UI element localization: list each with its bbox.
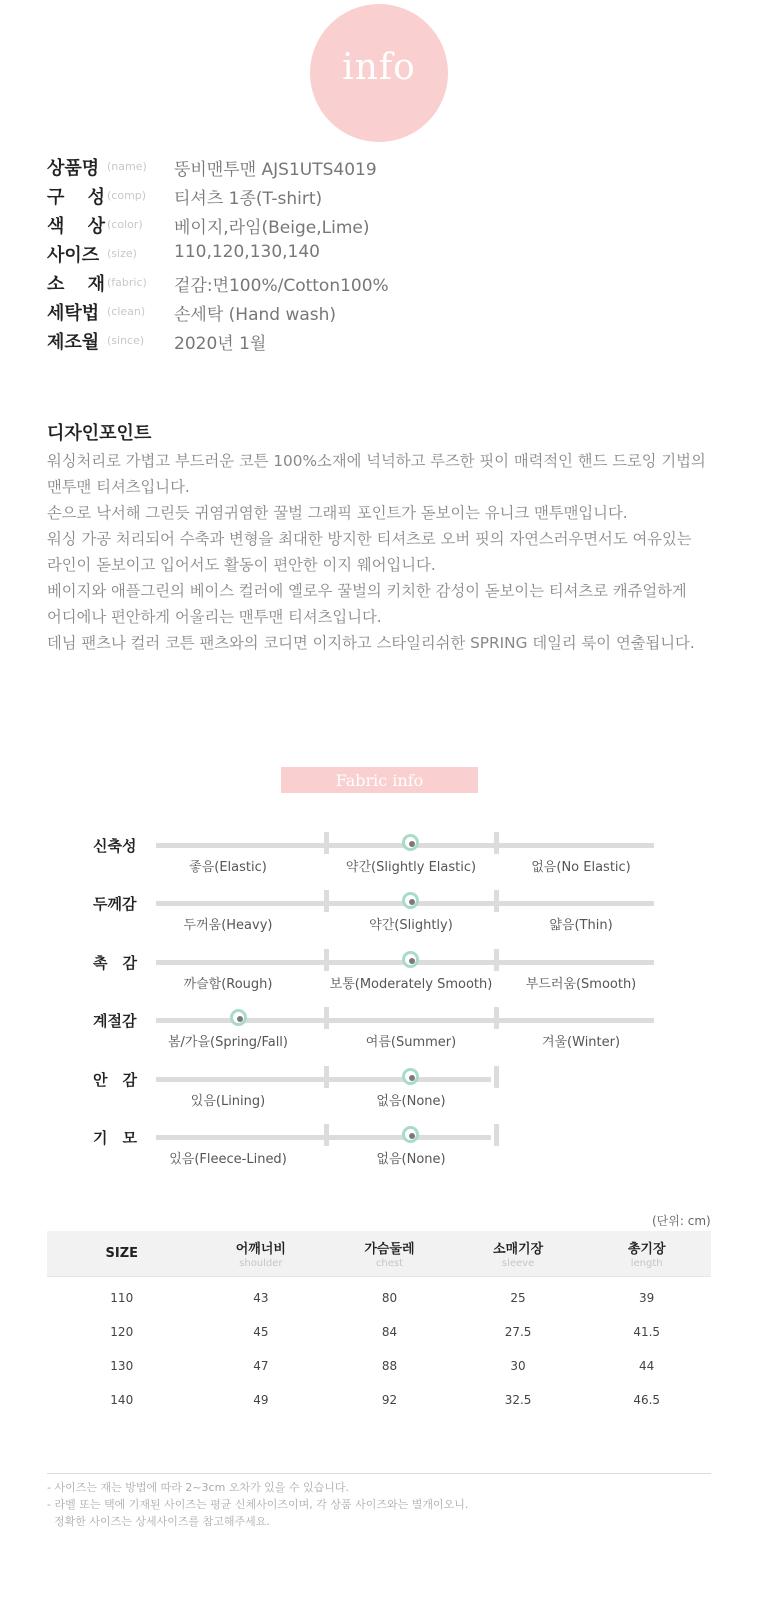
column-header-label: 소매기장 [492,1242,544,1257]
size-table-cell: 140 [110,1393,134,1407]
fabric-option-label: 겨울(Winter) [541,1035,621,1051]
info-label: 세탁법 [47,303,100,324]
column-header-sublabel: sleeve [501,1258,535,1269]
size-table-cell: 88 [381,1359,398,1373]
design-point-body [47,448,737,656]
fabric-option-label: 여름(Summer) [365,1035,457,1051]
design-point-line: 데님 팬츠나 컬러 코튼 팬츠와의 코디면 이지하고 스타일리쉬한 SPRING 데일리 룩이 연출됩니다. [47,634,695,652]
fabric-option-label: 좋음(Elastic) [189,860,267,875]
fabric-option-label: 약간(Slightly) [369,918,453,934]
fabric-track-divider [324,1066,329,1088]
fabric-track-divider [494,949,499,971]
size-table-cell: 25 [510,1291,526,1305]
fabric-row [0,896,780,954]
fabric-row-label: 촉 감 [93,953,137,972]
size-unit-label: (단위: cm) [652,1214,711,1228]
fabric-row [0,1072,780,1130]
size-table-cell: 43 [253,1291,269,1305]
column-header-label: SIZE [105,1246,139,1261]
fabric-row-label: 계절감 [93,1012,137,1031]
info-label: 상품명 [47,158,100,179]
design-point-line: 워싱 가공 처리되어 수축과 변형을 최대한 방지한 티셔츠로 오버 핏의 자연스러우면서도 여유있는 [47,530,692,548]
size-table-cell: 130 [110,1359,134,1373]
note-line: 정확한 사이즈는 상세사이즈를 참고해주세요. [47,1515,270,1528]
size-table [47,1231,711,1417]
fabric-row-label: 신축성 [93,837,137,855]
size-table-cell: 47 [253,1359,269,1373]
info-value: 110,120,130,140 [174,242,321,262]
size-table-cell: 49 [253,1393,269,1407]
size-table-row [47,1315,711,1349]
size-table-row [47,1383,711,1417]
fabric-track-divider [324,832,329,854]
size-table-cell: 120 [110,1325,134,1339]
note-line: - 사이즈는 재는 방법에 따라 2~3cm 오차가 있을 수 있습니다. [47,1481,350,1494]
design-point-line: 라인이 돋보이고 입어서도 활동이 편안한 이지 웨어입니다. [47,556,436,574]
design-point-line: 맨투맨 티셔츠입니다. [47,478,190,496]
fabric-info-title: Fabric info [281,767,478,793]
fabric-track-divider [324,1124,329,1146]
info-label: 제조월 [47,332,100,353]
fabric-option-label: 봄/가을(Spring/Fall) [167,1035,288,1051]
design-point-title: 디자인포인트 [47,423,152,444]
fabric-option-label: 까슬함(Rough) [183,976,273,992]
size-table-cell: 39 [639,1291,655,1305]
fabric-selected-marker [402,892,419,909]
size-table-column-header [47,1231,197,1277]
info-label-english: (fabric) [107,276,147,289]
fabric-selected-marker [402,951,419,968]
fabric-track-divider [324,890,329,912]
size-table-cell: 32.5 [504,1393,532,1407]
size-table-cell: 27.5 [504,1325,532,1339]
column-header-label: 가슴둘레 [364,1242,415,1257]
fabric-row [0,838,780,896]
size-table-cell: 44 [639,1359,655,1373]
info-label-english: (color) [107,218,143,231]
info-value: 2020년 1월 [174,334,267,354]
size-notes [47,1479,468,1530]
fabric-option-label: 두꺼움(Heavy) [183,918,273,934]
fabric-row [0,1130,780,1188]
info-circle-badge [310,4,448,142]
size-table-row [47,1277,711,1316]
size-table-column-header [197,1231,326,1277]
design-point-line: 어디에나 편안하게 어울리는 맨투맨 티셔츠입니다. [47,608,382,626]
size-table-column-header [325,1231,454,1277]
fabric-option-label: 얇음(Thin) [549,918,613,934]
fabric-option-label: 보통(Moderately Smooth) [329,976,493,992]
info-label: 색 상 [47,216,105,237]
info-label-english: (name) [107,160,147,173]
info-value: 겉감:면100%/Cotton100% [174,276,389,296]
design-point-line: 워싱처리로 가볍고 부드러운 코튼 100%소재에 넉넉하고 루즈한 핏이 매력적인 핸드 드로잉 기법의 [47,452,706,470]
fabric-track-divider [324,1007,329,1029]
info-value: 뚱비맨투맨 AJS1UTS4019 [174,160,377,180]
fabric-row-label: 두께감 [93,895,137,914]
size-table-row [47,1349,711,1383]
fabric-option-label: 있음(Fleece-Lined) [169,1152,287,1167]
column-header-label: 어깨너비 [235,1242,286,1257]
fabric-option-label: 없음(None) [376,1093,446,1109]
column-header-sublabel: shoulder [239,1258,283,1269]
column-header-sublabel: chest [375,1258,404,1269]
design-point-line: 손으로 낙서해 그린듯 귀염귀염한 꿀벌 그래픽 포인트가 돋보이는 유니크 맨투맨입니다. [47,504,628,522]
info-label: 구 성 [47,187,105,208]
size-table-cell: 45 [253,1325,269,1339]
info-label-english: (clean) [107,305,146,318]
fabric-selected-marker [402,1068,419,1085]
fabric-selected-marker [230,1009,247,1026]
size-table-cell: 84 [381,1325,398,1339]
fabric-row-label: 기 모 [93,1129,137,1147]
fabric-track-divider [494,832,499,854]
size-table-cell: 30 [510,1359,526,1373]
size-table-column-header [582,1231,711,1277]
fabric-row-label: 안 감 [93,1070,137,1089]
fabric-option-label: 부드러움(Smooth) [525,976,637,992]
info-label-english: (comp) [107,189,147,202]
info-label-english: (size) [107,247,137,260]
fabric-track-divider [494,1124,499,1146]
size-table-cell: 92 [381,1393,398,1407]
note-line: - 라벨 또는 택에 기재된 사이즈는 평균 신체사이즈이며, 각 상품 사이즈와는 별개이오니. [47,1498,469,1511]
info-title: info [342,47,416,88]
fabric-track-divider [494,1007,499,1029]
info-label-english: (since) [107,334,145,347]
size-table-cell: 46.5 [633,1393,661,1407]
size-table-cell: 41.5 [633,1325,661,1339]
info-label: 소 재 [47,274,105,295]
fabric-row [0,1013,780,1071]
fabric-row [0,955,780,1013]
info-value: 티셔츠 1종(T-shirt) [174,189,323,209]
size-table-cell: 80 [381,1291,398,1305]
info-label: 사이즈 [47,245,100,266]
fabric-option-label: 없음(No Elastic) [531,860,631,875]
fabric-track-divider [494,890,499,912]
fabric-option-label: 있음(Lining) [190,1093,266,1109]
fabric-option-label: 약간(Slightly Elastic) [345,860,477,875]
info-value: 손세탁 (Hand wash) [174,305,337,325]
notes-divider [47,1473,711,1474]
fabric-selected-marker [402,834,419,851]
size-table-header [47,1231,711,1277]
fabric-track-divider [324,949,329,971]
info-value: 베이지,라임(Beige,Lime) [174,218,370,238]
column-header-label: 총기장 [627,1242,666,1257]
design-point-line: 베이지와 애플그린의 베이스 컬러에 옐로우 꿀벌의 키치한 감성이 돋보이는 티셔츠로 캐쥬얼하게 [47,582,687,600]
size-table-column-header [454,1231,583,1277]
size-table-cell: 110 [110,1291,134,1305]
fabric-selected-marker [402,1126,419,1143]
fabric-track-divider [494,1066,499,1088]
column-header-sublabel: length [630,1258,663,1269]
fabric-option-label: 없음(None) [376,1152,446,1167]
